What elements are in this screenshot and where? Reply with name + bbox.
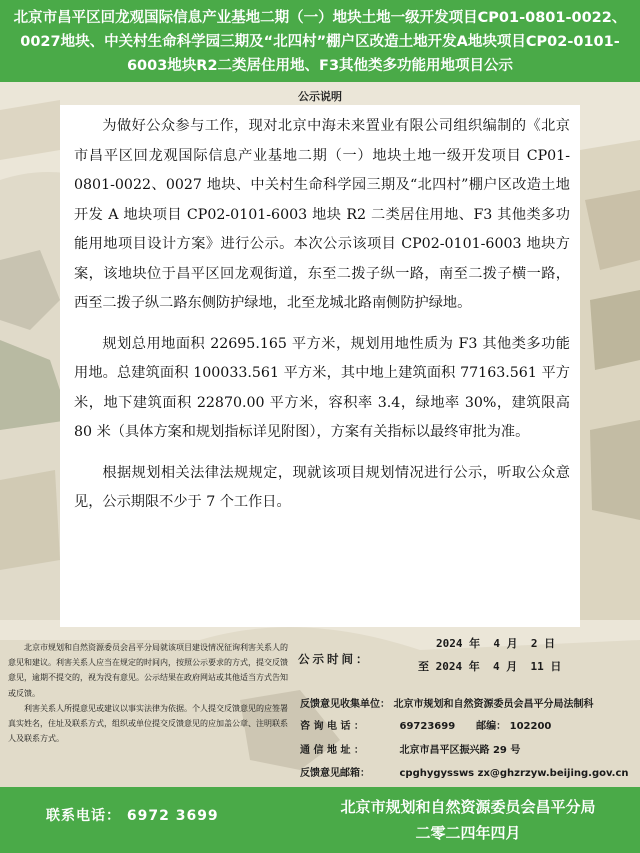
contact-address-value: 北京市昌平区振兴路 29 号	[399, 745, 521, 756]
header-banner	[0, 0, 640, 82]
notice-body	[74, 112, 570, 529]
contact-email-label: 反馈意见邮箱：	[300, 768, 370, 779]
contact-phone-label: 咨 询 电 话 ：	[300, 721, 364, 732]
footer-org-name: 北京市规划和自然资源委员会昌平分局	[340, 798, 596, 816]
contact-unit-label: 反馈意见收集单位：	[300, 699, 390, 710]
contact-zip-value: 102200	[509, 721, 552, 732]
contact-zip-label: 邮编：	[476, 721, 507, 732]
schedule-end: 至 2024 年 4 月 11 日	[418, 660, 562, 673]
contact-phone-row	[300, 717, 551, 732]
notice-paragraph: 为做好公众参与工作，现对北京中海未来置业有限公司组织编制的《北京市昌平区回龙观国际信息产业基地二期（一）地块土地一级开发项目 CP01-0801-0022、0027 地块、中关村生命科学园三期及“北四村”棚户区改造土地开发 A 地块项目 CP02-0101-6003 地块 R2 二类居住用地、F3 其他类多功能用地项目设计方案》进行公示。本次公示该项目 CP02-0101-6003 地块方案，该地块位于昌平区回龙观街道，东至二拨子纵一路，南至二拨子横一路，西至二拨子纵二路东侧防护绿地，北至龙城北路南侧防护绿地。	[74, 118, 570, 311]
contact-address-label: 通 信 地 址 ：	[300, 745, 364, 756]
note-paragraph: 北京市规划和自然资源委员会昌平分局就该项目建设情况征询利害关系人的意见和建议。利害关系人应当在规定的时间内，按照公示要求的方式，提交反馈意见，逾期不提交的，视为没有意见。公示结果在政府网站或其他适当方式告知或反馈。	[8, 643, 288, 698]
stakeholder-note	[8, 640, 294, 746]
notice-paragraph: 根据规划相关法律法规规定，现就该项目规划情况进行公示，听取公众意见，公示期限不少于 7 个工作日。	[74, 464, 570, 510]
schedule-start: 2024 年 4 月 2 日	[436, 637, 556, 650]
page-title: 北京市昌平区回龙观国际信息产业基地二期（一）地块土地一级开发项目CP01-0801-0022、0027地块、中关村生命科学园三期及“北四村”棚户区改造土地开发A地块项目CP02-0101-6003地块R2二类居住用地、F3其他类多功能用地项目公示	[13, 10, 627, 74]
schedule-label: 公示时间：	[298, 652, 371, 666]
footer-org-block	[318, 794, 618, 846]
contact-address-row	[300, 741, 520, 756]
footer-phone: 联系电话： 6972 3699	[46, 808, 219, 824]
contact-unit-value: 北京市规划和自然资源委员会昌平分局法制科	[393, 699, 594, 710]
contact-phone-value: 69723699	[399, 721, 456, 732]
contact-unit-row	[300, 695, 593, 710]
contact-email-value[interactable]: cpghygyssws zx@ghzrzyw.beijing.gov.cn	[399, 768, 629, 779]
note-paragraph: 利害关系人所提意见或建议以事实法律为依据。个人提交反馈意见的应签署真实姓名，住址及联系方式，组织或单位提交反馈意见的应加盖公章、注明联系人及联系方式。	[8, 703, 288, 744]
section-label: 公示说明	[298, 90, 342, 103]
footer-date: 二零二四年四月	[415, 824, 521, 842]
contact-email-row	[300, 764, 629, 779]
notice-paragraph: 规划总用地面积 22695.165 平方米，规划用地性质为 F3 其他类多功能用地。总建筑面积 100033.561 平方米，其中地上建筑面积 77163.561 平方米，地下建筑面积 22870.00 平方米，容积率 3.4，绿地率 30%，建筑限高 80 米（具体方案和规划指标详见附图），方案有关指标以最终审批为准。	[74, 335, 570, 440]
